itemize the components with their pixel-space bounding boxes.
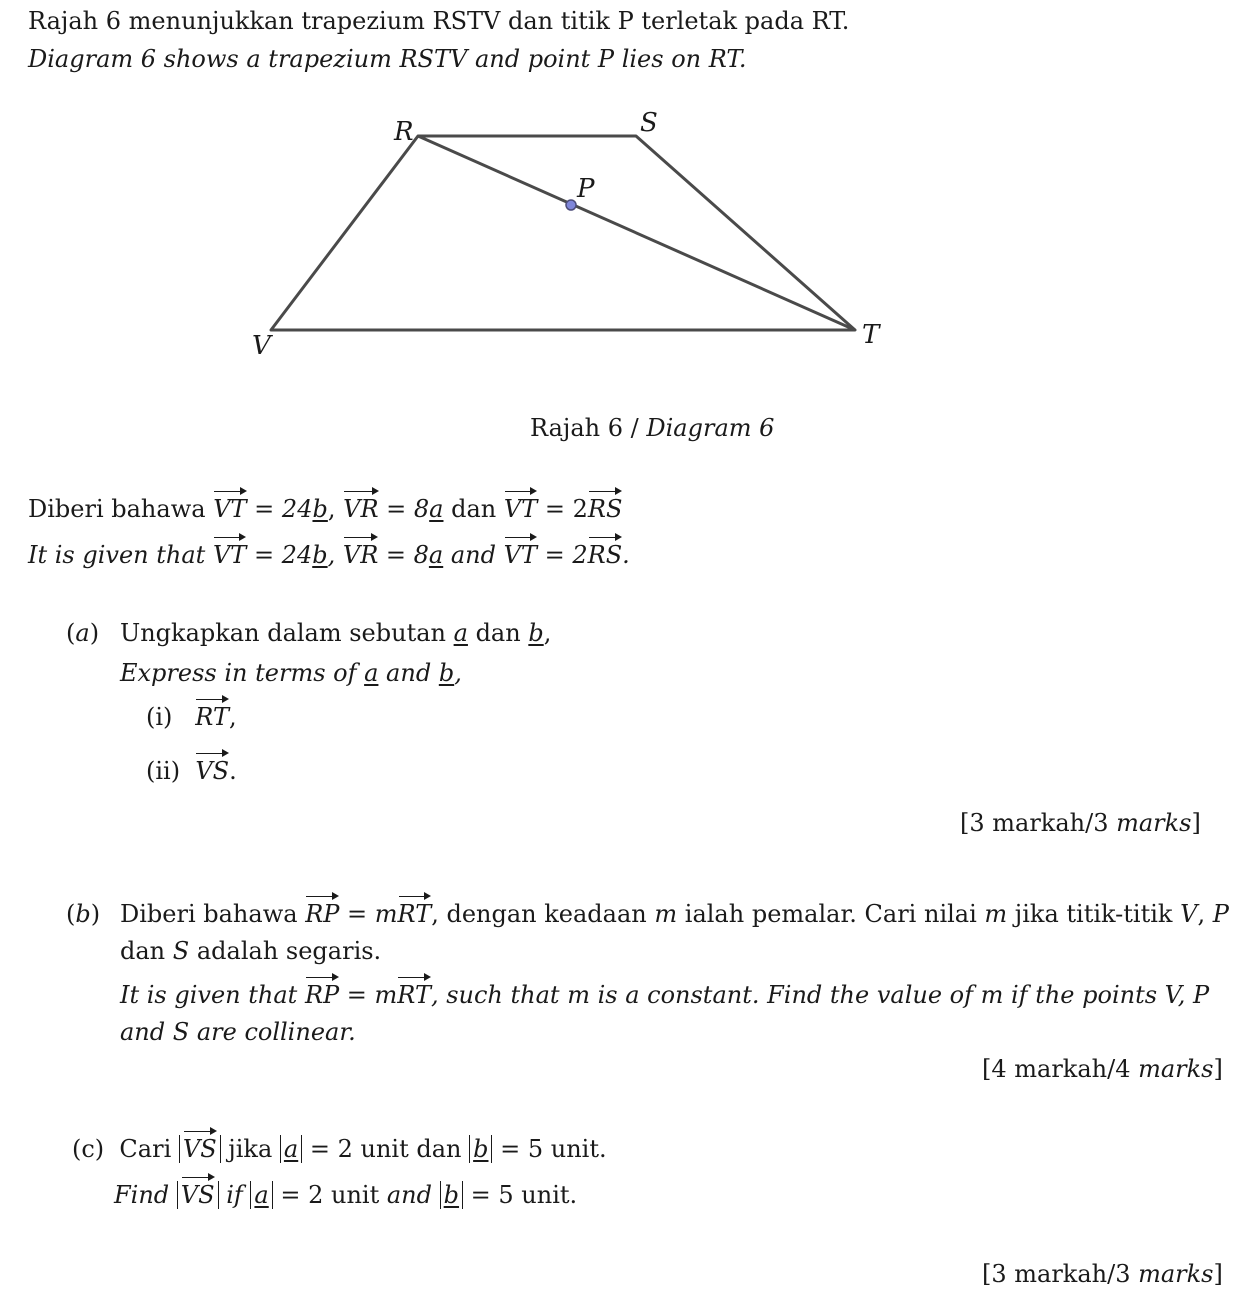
part-b-marks: [4 markah/4 marks]: [982, 1055, 1223, 1083]
part-b-malay-2: dan S adalah segaris.: [120, 937, 382, 965]
part-c-malay: (c) Cari VS jika a = 2 unit dan b = 5 unit.: [72, 1135, 607, 1163]
label-v: V: [252, 331, 271, 361]
label-t: T: [862, 320, 880, 350]
trapezium-rstv: [271, 136, 855, 330]
label-s: S: [640, 108, 658, 138]
diagram-caption: Rajah 6 / Diagram 6: [530, 414, 775, 442]
part-b-english-2: and S are collinear.: [120, 1018, 356, 1046]
part-a-malay: Ungkapkan dalam sebutan a dan b,: [120, 619, 552, 647]
diagonal-rt: [418, 136, 855, 330]
point-p: [566, 200, 576, 210]
part-c-marks: [3 markah/3 marks]: [982, 1260, 1223, 1288]
part-a-english: Express in terms of a and b,: [120, 659, 462, 687]
part-a-ii: (ii) VS.: [146, 757, 237, 785]
given-english: It is given that VT = 24b, VR = 8a and VT = 2RS.: [28, 541, 630, 569]
part-a-i: (i) RT,: [146, 703, 237, 731]
intro-english: Diagram 6 shows a trapezium RSTV and point P lies on RT.: [28, 45, 747, 73]
part-b-english-1: It is given that RP = mRT, such that m is a constant. Find the value of m if the points V, P: [120, 981, 1210, 1009]
label-p: P: [577, 174, 595, 204]
trapezium-diagram: [0, 80, 1244, 410]
intro-malay: Rajah 6 menunjukkan trapezium RSTV dan titik P terletak pada RT.: [28, 7, 850, 35]
part-a-marks: [3 markah/3 marks]: [960, 809, 1201, 837]
part-c-english: Find VS if a = 2 unit and b = 5 unit.: [114, 1181, 578, 1209]
part-b-label: (b): [66, 900, 101, 928]
part-a-label: (a): [66, 619, 100, 647]
given-malay: Diberi bahawa VT = 24b, VR = 8a dan VT = 2RS: [28, 495, 623, 523]
label-r: R: [394, 117, 414, 147]
part-b-malay-1: Diberi bahawa RP = mRT, dengan keadaan m ialah pemalar. Cari nilai m jika titik-titik V, P: [120, 900, 1229, 928]
